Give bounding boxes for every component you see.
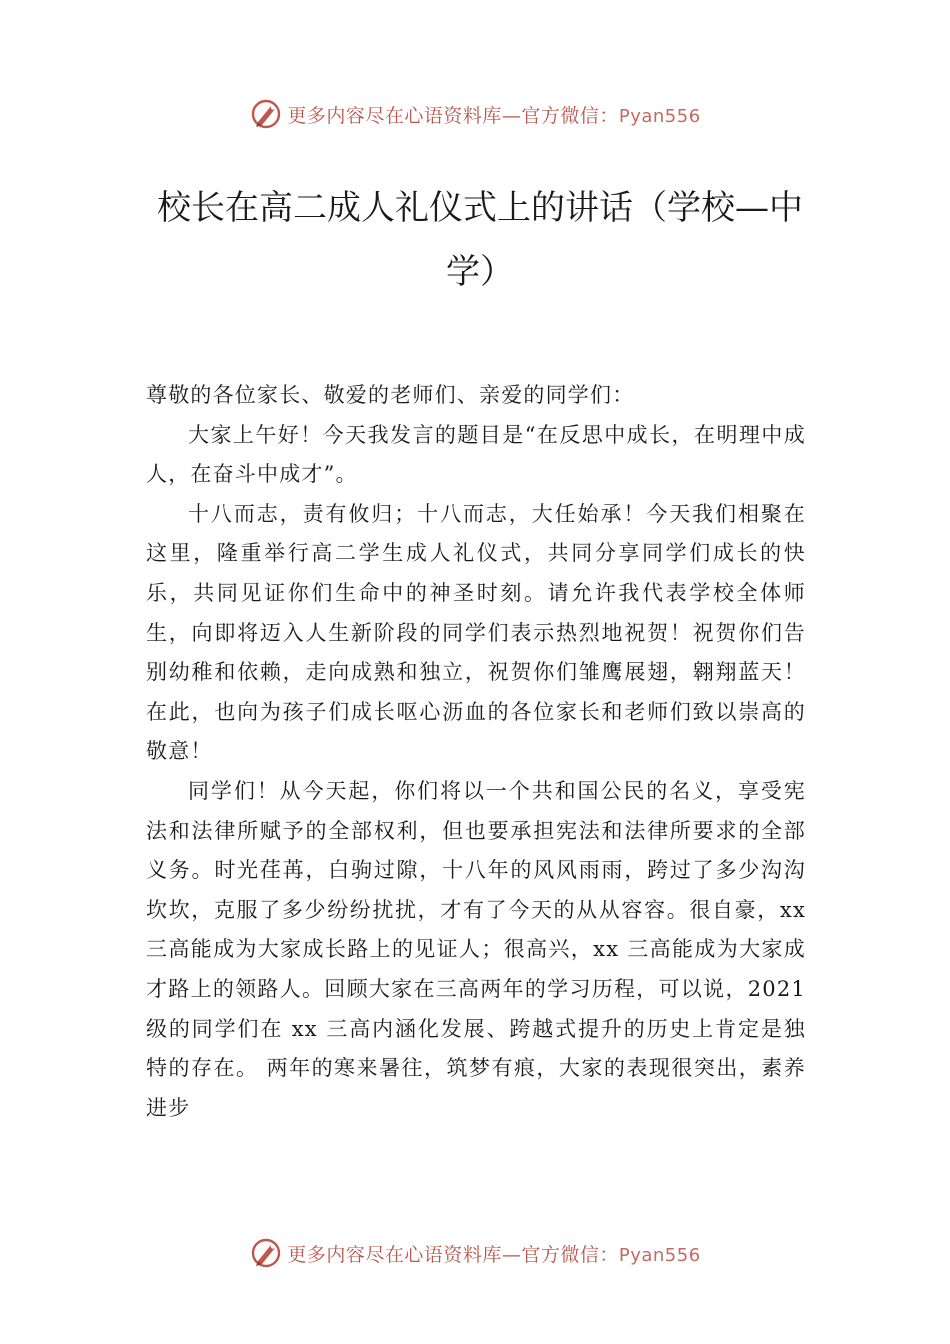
wechat-id: Pyan556	[618, 1244, 701, 1266]
document-body	[146, 376, 806, 1128]
pen-logo-icon	[249, 97, 283, 131]
paragraph: 大家上午好！今天我发言的题目是“在反思中成长，在明理中成人，在奋斗中成才”。	[146, 422, 806, 487]
header-banner	[0, 94, 950, 134]
pen-logo-icon	[249, 1236, 283, 1270]
banner-text	[287, 101, 700, 128]
paragraph: 同学们！从今天起，你们将以一个共和国公民的名义，享受宪法和法律所赋予的全部权利，但也要承担宪法和法律所要求的全部义务。时光荏苒，白驹过隙，十八年的风风雨雨，跨过了多少沟沟坎坎，克服了多少纷纷扰扰，才有了今天的从从容容。很自豪，xx 三高能成为大家成长路上的见证人；很高兴，xx 三高能成为大家成才路上的领路人。回顾大家在三高两年的学习历程，可以说，2021 级的同学们在 xx 三高内涵化发展、跨越式提升的历史上肯定是独特的存在。 两年的寒来暑往，筑梦有痕，大家的表现很突出，素养进步	[146, 778, 806, 1120]
document-title: 校长在高二成人礼仪式上的讲话（学校—中学）	[157, 188, 803, 292]
footer-banner	[0, 1233, 950, 1273]
banner-main-text: 更多内容尽在心语资料库—官方微信：	[287, 104, 619, 127]
salutation: 尊敬的各位家长、敬爱的老师们、亲爱的同学们：	[146, 383, 635, 407]
banner-main-text: 更多内容尽在心语资料库—官方微信：	[287, 1243, 619, 1266]
banner-text	[287, 1240, 700, 1267]
paragraph: 十八而志，责有攸归；十八而志，大任始承！今天我们相聚在这里，隆重举行高二学生成人礼仪式，共同分享同学们成长的快乐，共同见证你们生命中的神圣时刻。请允许我代表学校全体师生，向即将迈入人生新阶段的同学们表示热烈地祝贺！祝贺你们告别幼稚和依赖，走向成熟和独立，祝贺你们雏鹰展翅，翱翔蓝天！在此，也向为孩子们成长呕心沥血的各位家长和老师们致以崇高的敬意！	[146, 501, 806, 764]
wechat-id: Pyan556	[618, 105, 701, 127]
